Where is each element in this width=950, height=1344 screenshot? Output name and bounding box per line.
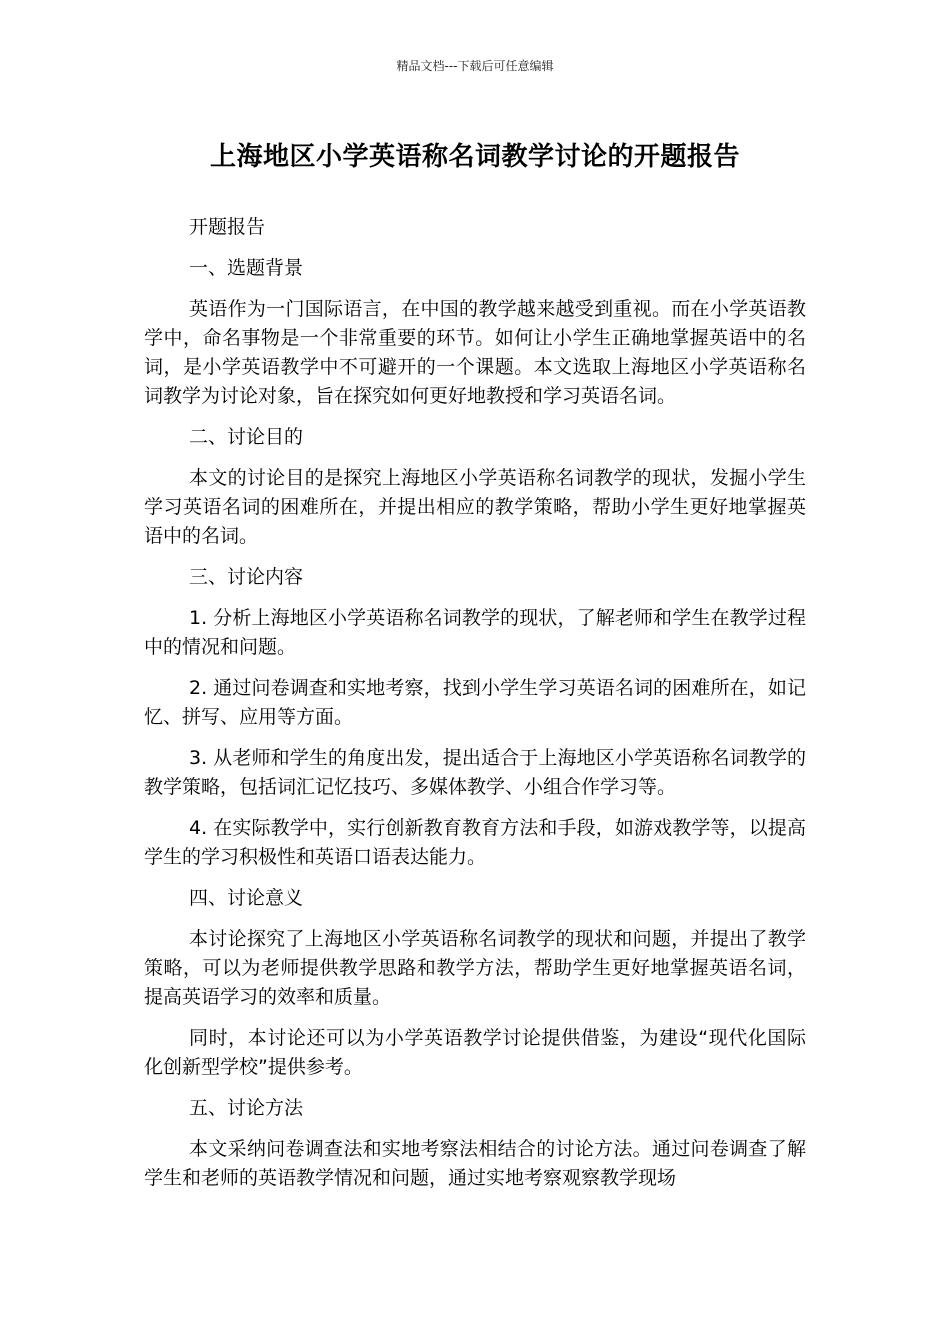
paragraph-purpose: 本文的讨论目的是探究上海地区小学英语称名词教学的现状，发掘小学生学习英语名词的困难所在，并提出相应的教学策略，帮助小学生更好地掌握英语中的名词。	[144, 467, 806, 547]
paragraph-significance-2: 同时，本讨论还可以为小学英语教学讨论提供借鉴，为建设“现代化国际化创新型学校”提供参考。	[144, 1027, 806, 1078]
document-body	[144, 213, 806, 1205]
section-heading-content: 三、讨论内容	[189, 566, 304, 588]
header-note: 精品文档---下载后可任意编辑	[396, 59, 554, 73]
document-title: 上海地区小学英语称名词教学讨论的开题报告	[209, 142, 740, 172]
section-heading-method: 五、讨论方法	[189, 1097, 304, 1119]
paragraph-content-item-1: 1. 分析上海地区小学英语称名词教学的现状，了解老师和学生在教学过程中的情况和问题。	[144, 607, 806, 658]
section-heading-background: 一、选题背景	[189, 257, 304, 279]
paragraph-content-item-3: 3. 从老师和学生的角度出发，提出适合于上海地区小学英语称名词教学的教学策略，包括词汇记忆技巧、多媒体教学、小组合作学习等。	[144, 747, 806, 798]
paragraph-background: 英语作为一门国际语言，在中国的教学越来越受到重视。而在小学英语教学中，命名事物是一个非常重要的环节。如何让小学生正确地掌握英语中的名词，是小学英语教学中不可避开的一个课题。本文选取上海地区小学英语称名词教学为讨论对象，旨在探究如何更好地教授和学习英语名词。	[144, 298, 806, 407]
paragraph-report-label: 开题报告	[189, 216, 266, 238]
paragraph-content-item-4: 4. 在实际教学中，实行创新教育教育方法和手段，如游戏教学等，以提高学生的学习积极性和英语口语表达能力。	[144, 817, 806, 868]
section-heading-purpose: 二、讨论目的	[189, 426, 304, 448]
paragraph-method: 本文采纳问卷调查法和实地考察法相结合的讨论方法。通过问卷调查了解学生和老师的英语教学情况和问题，通过实地考察观察教学现场	[144, 1138, 806, 1189]
section-heading-significance: 四、讨论意义	[189, 887, 304, 909]
paragraph-significance-1: 本讨论探究了上海地区小学英语称名词教学的现状和问题，并提出了教学策略，可以为老师提供教学思路和教学方法，帮助学生更好地掌握英语名词，提高英语学习的效率和质量。	[144, 928, 806, 1008]
paragraph-content-item-2: 2. 通过问卷调查和实地考察，找到小学生学习英语名词的困难所在，如记忆、拼写、应用等方面。	[144, 677, 806, 728]
